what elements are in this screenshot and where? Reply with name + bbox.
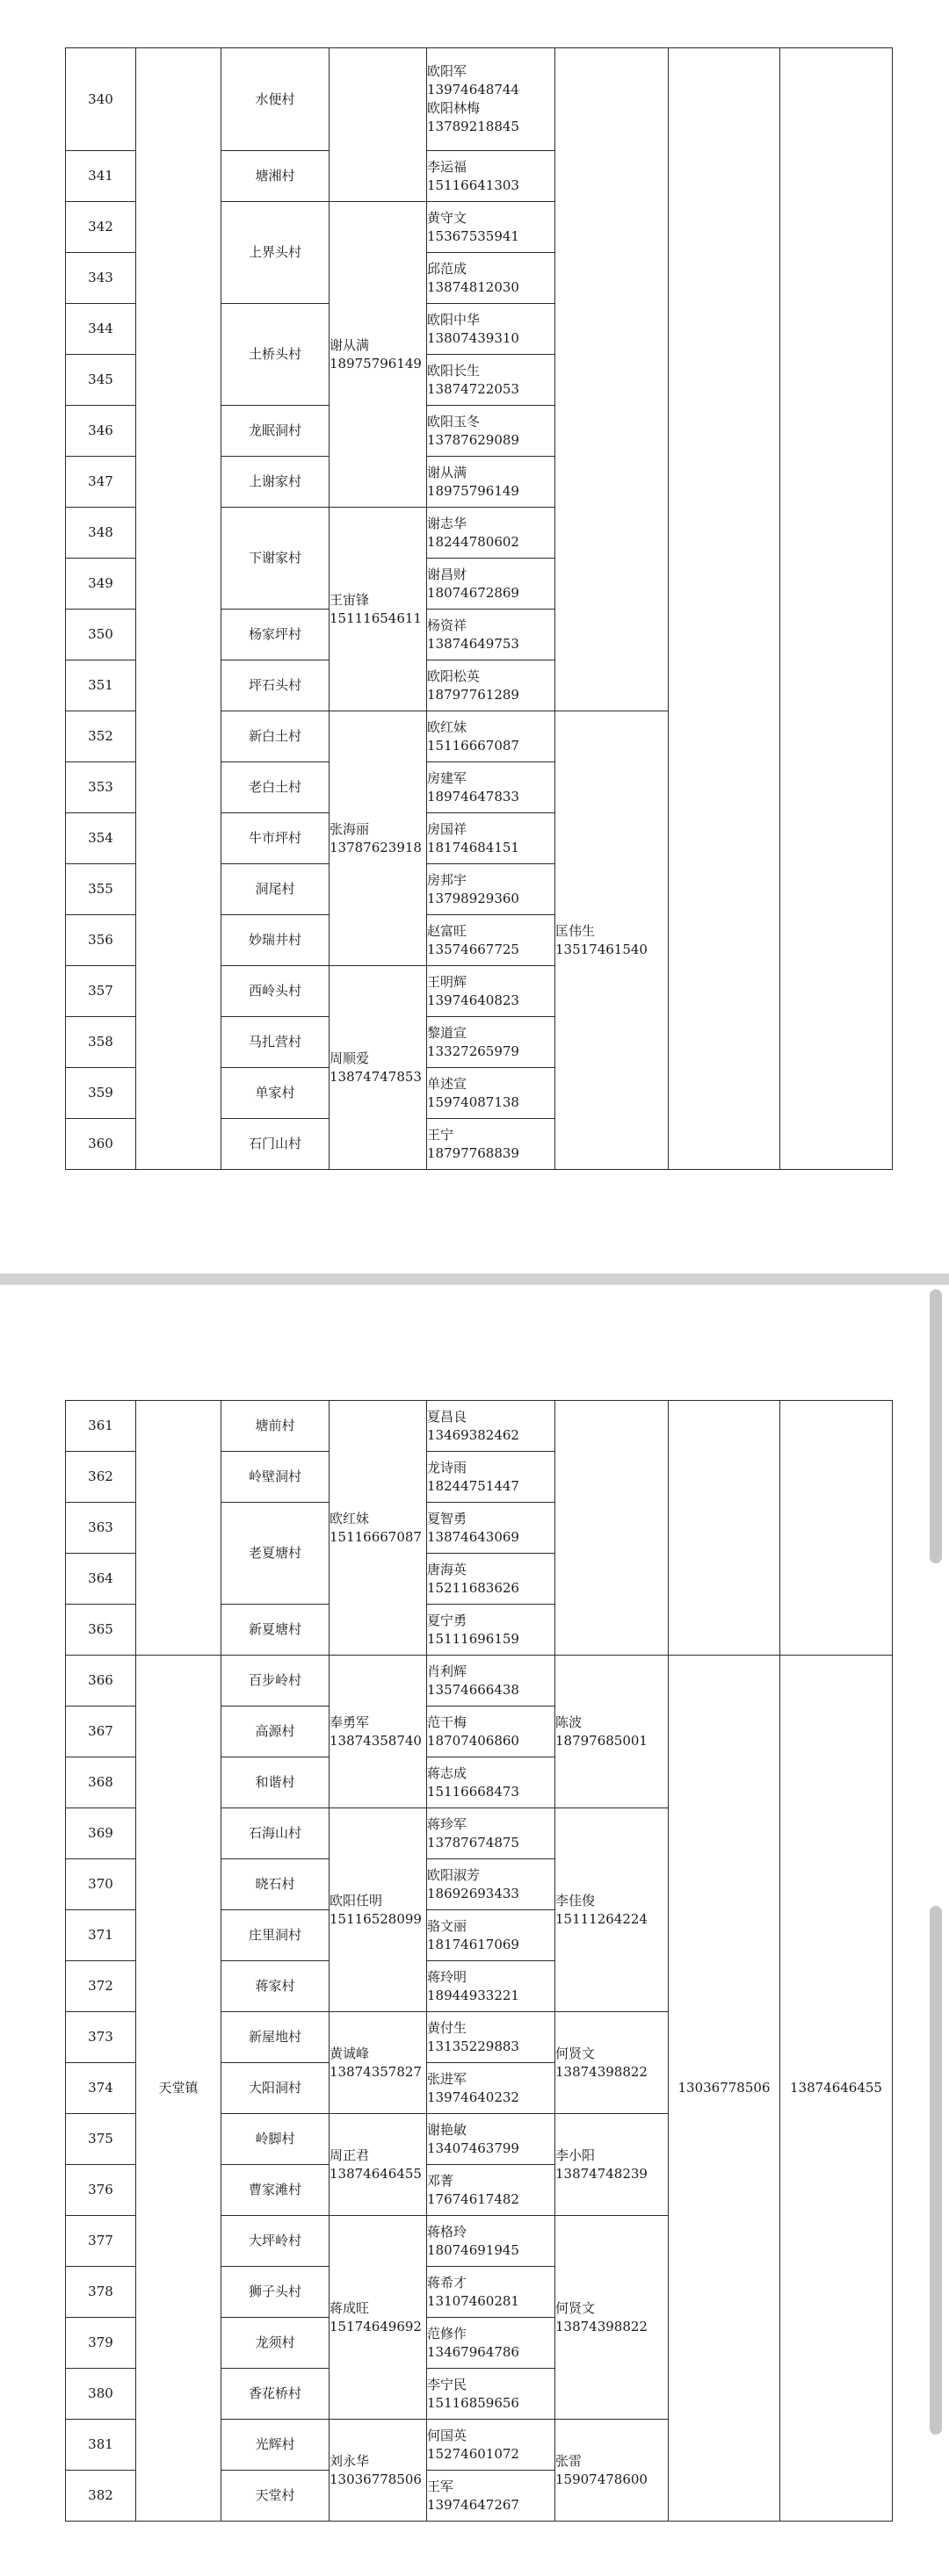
village-name: 马扎营村 — [221, 1017, 330, 1068]
contact-phone: 13798929360 — [427, 890, 519, 906]
contact-name: 李宁民 — [427, 2376, 467, 2392]
group-leader-name: 周正君 — [330, 2147, 370, 2163]
table-row — [66, 48, 893, 151]
contact-phone: 13467964786 — [427, 2343, 519, 2360]
row-number: 374 — [66, 2063, 136, 2114]
contact-name: 房邦宇 — [427, 871, 467, 888]
village-contacts — [427, 813, 555, 864]
group-leader-phone: 18975796149 — [330, 355, 422, 372]
row-number: 357 — [66, 966, 136, 1017]
village-name: 下谢家村 — [221, 508, 330, 610]
village-name: 岭壁洞村 — [221, 1452, 330, 1503]
contact-phone: 15274601072 — [427, 2445, 519, 2462]
village-contacts — [427, 457, 555, 508]
contact-name: 蒋希才 — [427, 2274, 467, 2291]
village-contacts — [427, 762, 555, 813]
contact-name: 王宁 — [427, 1126, 454, 1143]
contact-phone: 13807439310 — [427, 329, 519, 346]
village-contacts — [427, 2012, 555, 2063]
contact-phone: 18797768839 — [427, 1144, 519, 1161]
supervisor-name: 李小阳 — [555, 2147, 596, 2163]
contact-name: 杨资祥 — [427, 617, 467, 633]
supervisor-phone: 18797685001 — [555, 1732, 648, 1749]
row-number: 347 — [66, 457, 136, 508]
village-contacts — [427, 1757, 555, 1808]
contact-name: 龙诗雨 — [427, 1459, 467, 1476]
row-number: 372 — [66, 1961, 136, 2012]
contact-phone: 15211683626 — [427, 1579, 519, 1596]
village-name: 妙瑞井村 — [221, 915, 330, 966]
village-contacts — [427, 864, 555, 915]
village-name: 高源村 — [221, 1707, 330, 1757]
contact-phone: 13974640823 — [427, 992, 519, 1008]
contact-phone: 18174617069 — [427, 1936, 519, 1952]
contact-phone: 18975796149 — [427, 482, 519, 499]
contact-name: 谢志华 — [427, 515, 467, 531]
village-contacts — [427, 355, 555, 406]
village-contacts — [427, 559, 555, 610]
row-number: 360 — [66, 1119, 136, 1170]
group-leader-phone: 13036778506 — [330, 2471, 422, 2487]
contact-phone: 13874812030 — [427, 278, 519, 295]
supervisor-phone: 13874748239 — [555, 2165, 648, 2182]
village-contacts — [427, 711, 555, 762]
village-name: 庄里洞村 — [221, 1910, 330, 1961]
contact-name: 蒋玲明 — [427, 1968, 467, 1985]
village-name: 上谢家村 — [221, 457, 330, 508]
village-name: 杨家坪村 — [221, 610, 330, 660]
village-name: 香花桥村 — [221, 2369, 330, 2420]
contact-name: 欧红妹 — [427, 718, 467, 735]
village-contacts — [427, 202, 555, 253]
scrollbar-thumb-lower[interactable] — [930, 1906, 942, 2435]
supervisor-phone: 13874398822 — [555, 2318, 648, 2334]
supervisor-phone: 13517461540 — [555, 941, 648, 957]
village-contacts — [427, 1808, 555, 1859]
contact-name: 黄付生 — [427, 2019, 467, 2036]
village-contacts — [427, 1554, 555, 1605]
contact-name: 谢从满 — [427, 464, 467, 480]
row-number: 358 — [66, 1017, 136, 1068]
village-contacts — [427, 1707, 555, 1757]
row-number: 351 — [66, 660, 136, 711]
row-number: 370 — [66, 1859, 136, 1910]
contact-phone: 13574667725 — [427, 941, 519, 957]
group-leader-name: 刘永华 — [330, 2452, 370, 2469]
table-row — [66, 1401, 893, 1452]
contact-name: 欧阳淑芳 — [427, 1866, 481, 1883]
village-contacts — [427, 1859, 555, 1910]
contact-phone: 18797761289 — [427, 686, 519, 703]
row-number: 341 — [66, 151, 136, 202]
contact-name: 李运福 — [427, 158, 467, 175]
town-phone-a — [669, 48, 780, 1170]
group-leader — [330, 202, 427, 508]
village-contacts — [427, 2063, 555, 2114]
document-page-1 — [0, 0, 949, 1274]
village-name: 岭脚村 — [221, 2114, 330, 2165]
scrollbar-thumb-upper[interactable] — [930, 1289, 942, 1563]
row-number: 359 — [66, 1068, 136, 1119]
village-name: 新屋地村 — [221, 2012, 330, 2063]
village-name: 光辉村 — [221, 2420, 330, 2471]
group-leader-phone: 15116528099 — [330, 1910, 422, 1927]
village-contacts — [427, 1452, 555, 1503]
village-contacts — [427, 1401, 555, 1452]
contact-table-page-1 — [65, 47, 893, 1170]
row-number: 353 — [66, 762, 136, 813]
supervisor — [555, 2114, 669, 2216]
row-number: 363 — [66, 1503, 136, 1554]
row-number: 342 — [66, 202, 136, 253]
contact-name: 欧阳玉冬 — [427, 413, 481, 429]
contact-phone: 13874643069 — [427, 1528, 519, 1545]
contact-phone: 13787674875 — [427, 1834, 519, 1851]
group-leader — [330, 2420, 427, 2522]
village-contacts — [427, 2369, 555, 2420]
village-contacts — [427, 2420, 555, 2471]
contact-phone: 13974640232 — [427, 2089, 519, 2105]
village-name: 塘湘村 — [221, 151, 330, 202]
contact-name: 夏宁勇 — [427, 1612, 467, 1628]
contact-name: 王明辉 — [427, 973, 467, 990]
village-name: 洞尾村 — [221, 864, 330, 915]
row-number: 355 — [66, 864, 136, 915]
contact-phone: 13874649753 — [427, 635, 519, 652]
village-name: 大坪岭村 — [221, 2216, 330, 2267]
village-name: 石海山村 — [221, 1808, 330, 1859]
contact-name: 范修作 — [427, 2325, 467, 2341]
group-leader-name: 黄诚峰 — [330, 2045, 370, 2061]
contact-phone: 18692693433 — [427, 1885, 519, 1901]
supervisor — [555, 1401, 669, 1656]
group-leader-name: 王宙锋 — [330, 591, 370, 608]
contact-name: 欧阳中华 — [427, 311, 481, 328]
contact-name: 范干梅 — [427, 1714, 467, 1730]
village-contacts — [427, 2216, 555, 2267]
contact-name: 谢昌财 — [427, 566, 467, 582]
supervisor-phone: 15907478600 — [555, 2471, 648, 2487]
contact-name: 黎道宣 — [427, 1024, 467, 1041]
contact-name: 夏昌良 — [427, 1408, 467, 1425]
village-name: 上界头村 — [221, 202, 330, 304]
row-number: 378 — [66, 2267, 136, 2318]
village-name: 新白土村 — [221, 711, 330, 762]
town-cell-blank — [136, 1401, 221, 1656]
row-number: 344 — [66, 304, 136, 355]
row-number: 346 — [66, 406, 136, 457]
village-contacts — [427, 1068, 555, 1119]
group-leader-name: 欧阳任明 — [330, 1892, 383, 1909]
contact-name: 唐海英 — [427, 1561, 467, 1577]
village-name: 牛市坪村 — [221, 813, 330, 864]
village-contacts — [427, 406, 555, 457]
contact-phone: 18074672869 — [427, 584, 519, 601]
table-row — [66, 1656, 893, 1707]
village-name: 西岭头村 — [221, 966, 330, 1017]
contact-phone: 13135229883 — [427, 2038, 519, 2054]
village-contacts — [427, 2165, 555, 2216]
row-number: 382 — [66, 2471, 136, 2522]
row-number: 356 — [66, 915, 136, 966]
row-number: 348 — [66, 508, 136, 559]
supervisor-name: 张雷 — [555, 2452, 583, 2469]
village-name: 塘前村 — [221, 1401, 330, 1452]
village-name: 土桥头村 — [221, 304, 330, 406]
contact-name: 赵富旺 — [427, 922, 467, 939]
group-leader — [330, 508, 427, 711]
town-cell: 天堂镇 — [136, 1656, 221, 2522]
row-number: 340 — [66, 48, 136, 151]
contact-name: 张进军 — [427, 2070, 467, 2087]
group-leader-phone: 13874358740 — [330, 1732, 422, 1749]
contact-name: 蒋珍军 — [427, 1815, 467, 1832]
supervisor-name: 匡伟生 — [555, 922, 596, 939]
group-leader-phone: 15116667087 — [330, 1528, 422, 1545]
contact-phone: 13107460281 — [427, 2292, 519, 2309]
village-contacts — [427, 2318, 555, 2369]
contact-name: 房建军 — [427, 769, 467, 786]
village-contacts — [427, 2471, 555, 2522]
group-leader-phone: 13874646455 — [330, 2165, 422, 2182]
contact-name: 欧阳军 — [427, 63, 467, 79]
village-contacts — [427, 1503, 555, 1554]
village-contacts — [427, 2267, 555, 2318]
supervisor-name: 李佳俊 — [555, 1892, 596, 1909]
contact-name: 邱范成 — [427, 260, 467, 277]
contact-name: 黄守文 — [427, 209, 467, 226]
village-contacts — [427, 610, 555, 660]
contact-phone: 15116668473 — [427, 1783, 519, 1800]
contact-phone: 18174684151 — [427, 839, 519, 855]
contact-phone: 17674617482 — [427, 2190, 519, 2207]
row-number: 373 — [66, 2012, 136, 2063]
row-number: 343 — [66, 253, 136, 304]
group-leader — [330, 1656, 427, 1808]
contact-phone: 18244780602 — [427, 533, 519, 550]
supervisor — [555, 1808, 669, 2012]
row-number: 361 — [66, 1401, 136, 1452]
village-contacts — [427, 660, 555, 711]
village-name: 狮子头村 — [221, 2267, 330, 2318]
supervisor — [555, 2420, 669, 2522]
row-number: 345 — [66, 355, 136, 406]
supervisor — [555, 711, 669, 1170]
contact-phone: 13874722053 — [427, 380, 519, 397]
row-number: 366 — [66, 1656, 136, 1707]
group-leader — [330, 1401, 427, 1656]
contact-name: 房国祥 — [427, 820, 467, 837]
village-contacts — [427, 151, 555, 202]
village-name: 晓石村 — [221, 1859, 330, 1910]
document-page-2 — [0, 1285, 949, 2576]
contact-name: 肖利辉 — [427, 1663, 467, 1679]
contact-phone: 18974647833 — [427, 788, 519, 805]
contact-phone: 15111696159 — [427, 1630, 519, 1647]
contact-phone: 15367535941 — [427, 227, 519, 244]
village-contacts — [427, 1119, 555, 1170]
row-number: 375 — [66, 2114, 136, 2165]
village-name: 单家村 — [221, 1068, 330, 1119]
group-leader — [330, 1808, 427, 2012]
row-number: 367 — [66, 1707, 136, 1757]
village-contacts — [427, 1656, 555, 1707]
contact-phone: 13327265979 — [427, 1043, 519, 1059]
contact-phone: 15974087138 — [427, 1093, 519, 1110]
village-contacts — [427, 1910, 555, 1961]
group-leader — [330, 2216, 427, 2420]
supervisor — [555, 2216, 669, 2420]
group-leader — [330, 48, 427, 202]
row-number: 371 — [66, 1910, 136, 1961]
town-phone-b: 13874646455 — [780, 1656, 893, 2522]
contact-name: 夏智勇 — [427, 1510, 467, 1526]
contact-name: 谢艳敏 — [427, 2121, 467, 2138]
group-leader-name: 谢从满 — [330, 336, 370, 353]
village-name: 蒋家村 — [221, 1961, 330, 2012]
row-number: 362 — [66, 1452, 136, 1503]
group-leader-phone: 13874747853 — [330, 1068, 422, 1085]
village-contacts — [427, 304, 555, 355]
village-name: 和谐村 — [221, 1757, 330, 1808]
town-phone-b — [780, 48, 893, 1170]
village-name: 新夏塘村 — [221, 1605, 330, 1656]
village-name: 龙眠洞村 — [221, 406, 330, 457]
village-name: 水便村 — [221, 48, 330, 151]
village-name: 老夏塘村 — [221, 1503, 330, 1605]
contact-phone: 13789218845 — [427, 119, 519, 134]
town-cell — [136, 48, 221, 1170]
supervisor — [555, 2012, 669, 2114]
village-name: 百步岭村 — [221, 1656, 330, 1707]
village-name: 曹家滩村 — [221, 2165, 330, 2216]
group-leader-name: 欧红妹 — [330, 1510, 370, 1526]
town-phone-a: 13036778506 — [669, 1656, 780, 2522]
group-leader-name: 奉勇军 — [330, 1714, 370, 1730]
village-name: 石门山村 — [221, 1119, 330, 1170]
contact-phone: 18707406860 — [427, 1732, 519, 1749]
village-contacts — [427, 253, 555, 304]
group-leader-name: 周顺爱 — [330, 1050, 370, 1066]
group-leader — [330, 2114, 427, 2216]
row-number: 349 — [66, 559, 136, 610]
group-leader-phone: 15174649692 — [330, 2318, 422, 2334]
contact-phone: 15116859656 — [427, 2394, 519, 2411]
group-leader — [330, 711, 427, 966]
supervisor — [555, 48, 669, 711]
village-name: 大阳洞村 — [221, 2063, 330, 2114]
row-number: 354 — [66, 813, 136, 864]
village-contacts — [427, 2114, 555, 2165]
contact-name: 欧阳松英 — [427, 667, 481, 684]
contact-name: 何国英 — [427, 2427, 467, 2443]
village-name: 老白土村 — [221, 762, 330, 813]
contact-table-page-2 — [65, 1400, 893, 2522]
contact-phone: 15116667087 — [427, 737, 519, 754]
contact-phone: 13974647267 — [427, 2496, 519, 2513]
group-leader-phone: 15111654611 — [330, 610, 422, 626]
village-contacts — [427, 508, 555, 559]
contact-phone: 18244751447 — [427, 1477, 519, 1494]
village-contacts — [427, 1605, 555, 1656]
group-leader — [330, 2012, 427, 2114]
contact-phone: 13407463799 — [427, 2139, 519, 2156]
village-name: 天堂村 — [221, 2471, 330, 2522]
row-number: 379 — [66, 2318, 136, 2369]
village-name: 龙须村 — [221, 2318, 330, 2369]
supervisor-name: 何贤文 — [555, 2045, 596, 2061]
town-phone-b-blank — [780, 1401, 893, 1656]
contact-phone: 13469382462 — [427, 1426, 519, 1443]
supervisor — [555, 1656, 669, 1808]
contact-phone: 13574666438 — [427, 1681, 519, 1698]
supervisor-phone: 15111264224 — [555, 1910, 648, 1927]
contact-phone: 13787629089 — [427, 431, 519, 448]
contact-phone: 18074691945 — [427, 2241, 519, 2258]
village-contacts — [427, 1961, 555, 2012]
supervisor-phone: 13874398822 — [555, 2063, 648, 2080]
row-number: 368 — [66, 1757, 136, 1808]
contact-phone: 13974648744 — [427, 82, 519, 97]
contact-name: 单述宣 — [427, 1075, 467, 1092]
row-number: 352 — [66, 711, 136, 762]
village-contacts — [427, 1017, 555, 1068]
village-name: 坪石头村 — [221, 660, 330, 711]
contact-phone: 15116641303 — [427, 177, 519, 193]
row-number: 381 — [66, 2420, 136, 2471]
contact-name: 蒋志成 — [427, 1764, 467, 1781]
contact-name: 骆文丽 — [427, 1917, 467, 1934]
group-leader — [330, 966, 427, 1170]
group-leader-name: 蒋成旺 — [330, 2299, 370, 2316]
town-phone-a-blank — [669, 1401, 780, 1656]
contact-phone: 18944933221 — [427, 1987, 519, 2003]
group-leader-phone: 13874357827 — [330, 2063, 422, 2080]
village-contacts — [427, 915, 555, 966]
row-number: 377 — [66, 2216, 136, 2267]
contact-name: 欧阳长生 — [427, 362, 481, 379]
row-number: 364 — [66, 1554, 136, 1605]
contact-name: 欧阳林梅 — [427, 100, 481, 116]
supervisor-name: 何贤文 — [555, 2299, 596, 2316]
group-leader-name: 张海丽 — [330, 820, 370, 837]
row-number: 380 — [66, 2369, 136, 2420]
row-number: 350 — [66, 610, 136, 660]
village-contacts — [427, 966, 555, 1017]
supervisor-name: 陈波 — [555, 1714, 583, 1730]
village-contacts — [427, 48, 555, 151]
row-number: 376 — [66, 2165, 136, 2216]
group-leader-phone: 13787623918 — [330, 839, 422, 855]
contact-name: 王军 — [427, 2478, 454, 2494]
row-number: 369 — [66, 1808, 136, 1859]
row-number: 365 — [66, 1605, 136, 1656]
contact-name: 邓菁 — [427, 2172, 454, 2189]
contact-name: 蒋格玲 — [427, 2223, 467, 2240]
